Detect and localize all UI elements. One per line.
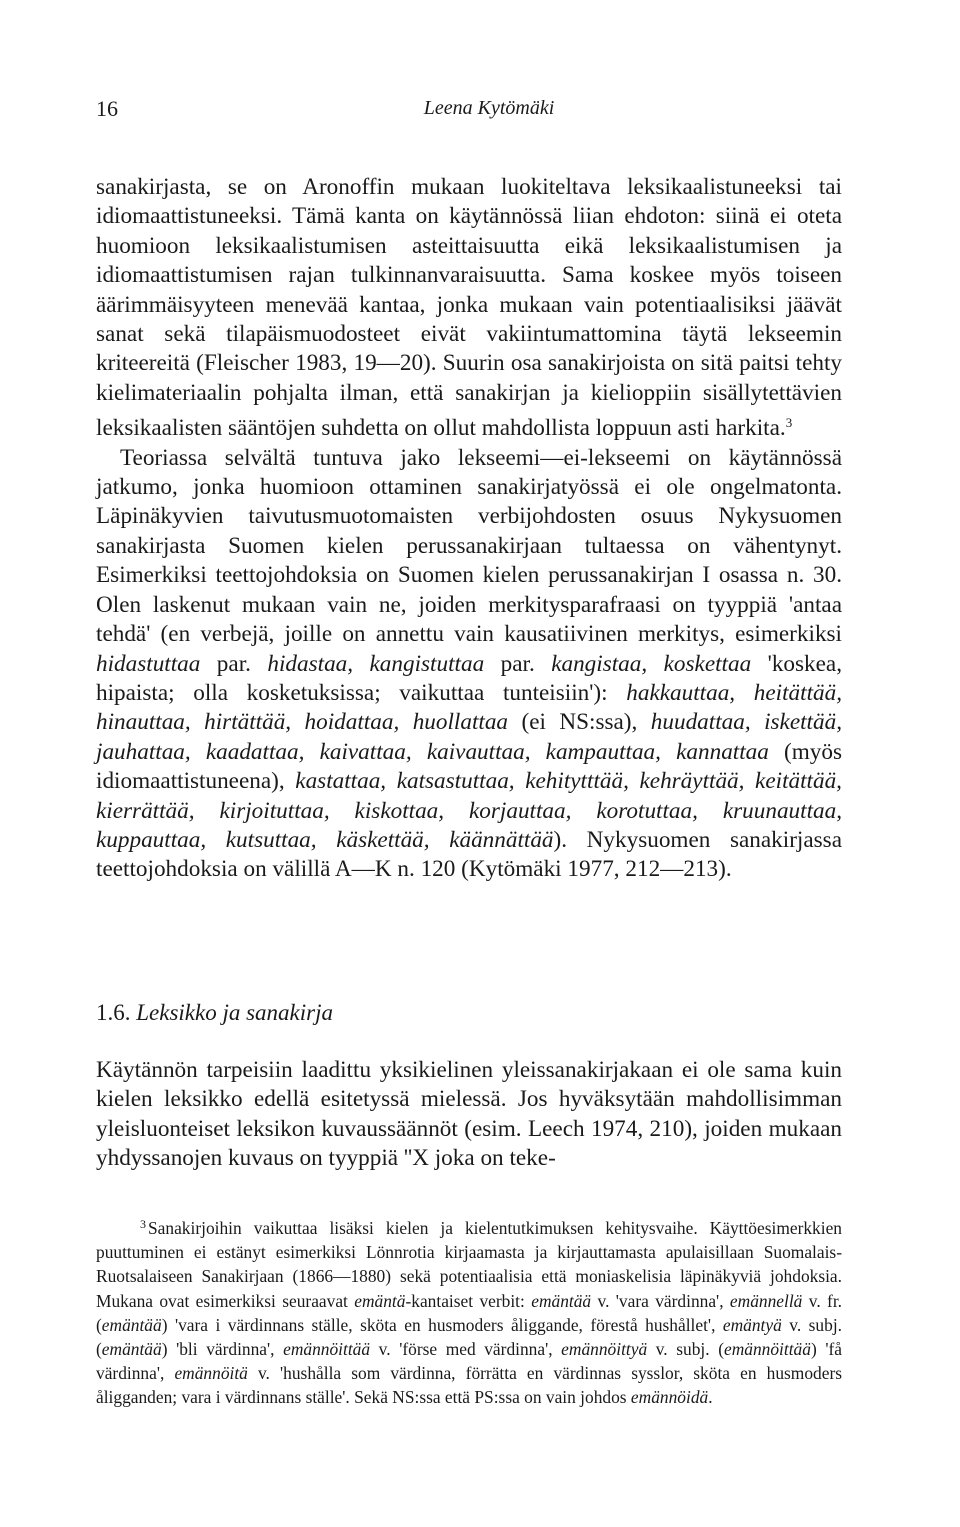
footnote-reference[interactable]: 3 [785, 415, 793, 431]
section-number: 1.6. [96, 1000, 131, 1025]
section-heading [96, 998, 842, 1028]
running-author: Leena Kytömäki [423, 97, 555, 119]
footnote [96, 1212, 842, 1410]
book-page [96, 0, 842, 1527]
paragraph-2: Teoriassa selvältä tuntuva jako lekseemi—ei-lekseemi on käytännössä jatkumo, jonka huomioon ottaminen sanakirjatyössä ei ole ongelmatonta. Läpinäkyvien taivutusmuotomaisten verbijohdosten osuus Nykysuomen sanakirjasta Suomen kielen perussanakirjaan tultaessa on vähentynyt. Esimerkiksi teettojohdoksia on Suomen kielen perussanakirjan I osassa n. 30. Olen laskenut mukaan vain ne, joiden merkitysparafraasi on tyyppiä 'antaa tehdä' (en verbejä, joille on annettu vain kausatiivinen merkitys, esimerkiksi hidastuttaa par. hidastaa, kangistuttaa par. kangistaa, koskettaa 'koskea, hipaista; olla kosketuksissa; vaikuttaa tunteisiin'): hakkauttaa, heitättää, hinauttaa, hirtättää, hoidattaa, huollattaa (ei NS:ssa), huudattaa, iskettää, jauhattaa, kaadattaa, kaivattaa, kaivauttaa, kampauttaa, kannattaa (myös idiomaattistuneena), kastattaa, katsastuttaa, kehitytttää, kehräyttää, keitättää, kierrättää, kirjoituttaa, kiskottaa, korjauttaa, korotuttaa, kruunauttaa, kuppauttaa, kutsuttaa, käskettää, käännättää). Nykysuomen sanakirjassa teettojohdoksia on välillä A—K n. 120 (Kytömäki 1977, 212—213). [96, 444, 843, 883]
section-title: Leksikko ja sanakirja [136, 1000, 333, 1025]
paragraph-1: sanakirjasta, se on Aronoffin mukaan luokiteltava leksikaalistuneeksi tai idiomaattistuneeksi. Tämä kanta on käytännössä liian ehdoton: siinä ei oteta huomioon leksikaalistumisen asteittaisuutta eikä leksikaalistumisen ja idiomaattistumisen rajan tulkinnanvaraisuutta. Sama koskee myös toiseen äärimmäisyyteen menevää kantaa, jonka mukaan vain potentiaalisiksi jäävät sanat sekä tilapäismuodosteet eivät vakiintumattomina täytä lekseemin kriteereitä (Fleischer 1983, 19—20). Suurin osa sanakirjoista on sitä paitsi tehty kielimateriaalin pohjalta ilman, että sanakirjan ja kielioppiin sisällytettävien leksikaalisten sääntöjen suhdetta on ollut mahdollista loppuun asti harkita.$^3$ [96, 174, 842, 442]
footnote-number: 3 [140, 1217, 146, 1231]
running-head [96, 96, 842, 130]
section-text [96, 1056, 842, 1174]
footnote-paragraph: $^3$ Sanakirjoihin vaikuttaa lisäksi kielen ja kielentutkimuksen kehitysvaihe. Käyttöesimerkkien puuttuminen ei estänyt esimerkiksi Lönnrotia kirjaamasta ja kirjauttamasta apulaisillaan Suomalais-Ruotsalaiseen Sanakirjaan (1866—1880) sekä potentiaalisia että moniaskelisia läpinäkyviä johdoksia. Mukana ovat esimerkiksi seuraavat emäntä-kantaiset verbit: emäntää v. 'vara värdinna', emännellä v. fr. (emäntää) 'vara i värdinnans ställe, sköta en husmoders åliggande, förestå hushållet', emäntyä v. subj. (emäntää) 'bli värdinna', emännöittää v. 'förse med värdinna', emännöittyä v. subj. (emännöittää) 'få värdinna', emännöitä v. 'hushålla som värdinna, förrätta en värdinnas sysslor, sköta en husmoders åligganden; vara i värdinnans ställe'. Sekä NS:ssa että PS:ssa on vain johdos emännöidä. [96, 1217, 843, 1408]
body-text [96, 173, 842, 885]
section-paragraph: Käytännön tarpeisiin laadittu yksikielinen yleissanakirjakaan ei ole sama kuin kielen leksikko edellä esitetyssä mielessä. Jos hyväksytään mahdollisimman yleisluonteiset leksikon kuvaussäännöt (esim. Leech 1974, 210), joiden mukaan yhdyssanojen kuvaus on tyyppiä ''X joka on teke- [96, 1057, 842, 1172]
page-number: 16 [96, 96, 118, 121]
